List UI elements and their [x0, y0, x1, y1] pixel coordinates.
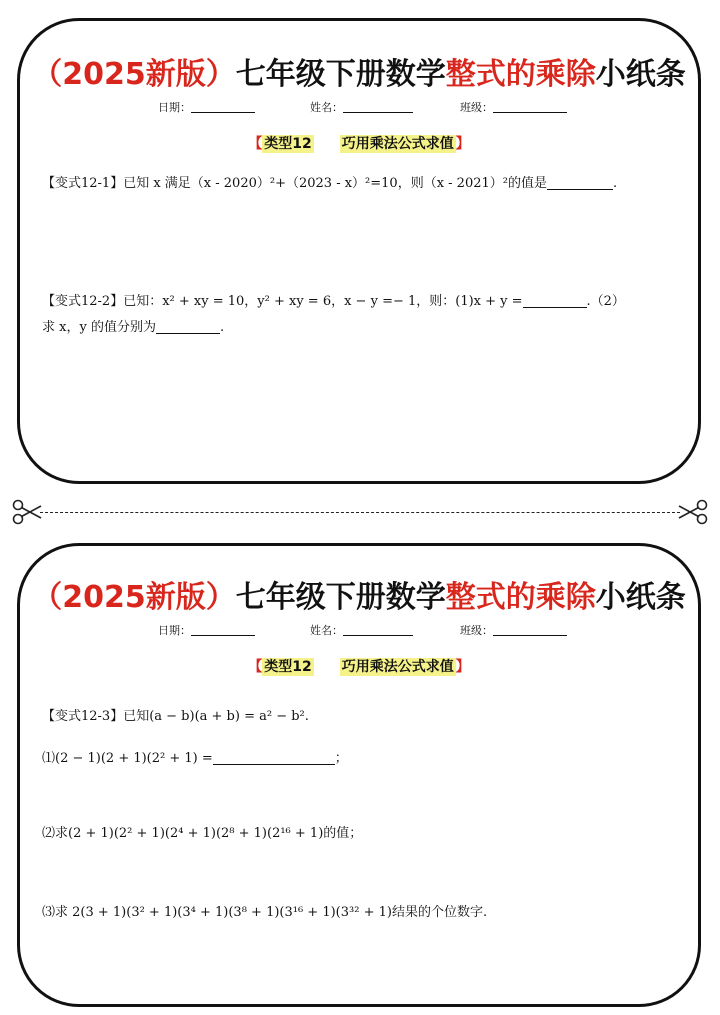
- type-title: 巧用乘法公式求值: [341, 136, 454, 152]
- type-bracket-close: 】: [455, 659, 470, 675]
- worksheet-card-top: [17, 18, 701, 484]
- question-tail: ；: [334, 751, 348, 766]
- type-number: 类型12: [264, 136, 312, 152]
- question-12-1: [42, 171, 617, 197]
- date-blank[interactable]: [191, 102, 255, 113]
- worksheet-card-bottom: [17, 543, 701, 1007]
- class-blank[interactable]: [493, 625, 567, 636]
- date-label: 日期：: [158, 101, 191, 114]
- type-title: 巧用乘法公式求值: [341, 659, 454, 675]
- type-bracket-open: 【: [248, 659, 263, 675]
- title-topic: 整式的乘除: [445, 57, 596, 92]
- name-blank[interactable]: [343, 102, 413, 113]
- title-grade: 七年级下册数学: [235, 57, 446, 92]
- cut-line-divider: [40, 512, 680, 513]
- name-label: 姓名：: [310, 101, 343, 114]
- question-text: 【变式12-1】已知 x 满足（x - 2020）²+（2023 - x）²=10，则（x - 2021）²的值是: [42, 176, 547, 191]
- title-topic: 整式的乘除: [445, 580, 596, 615]
- class-field: [460, 622, 567, 638]
- question-text: 【变式12-2】已知：x² + xy = 10，y² + xy = 6，x − y =− 1，则：(1)x + y =: [42, 294, 523, 309]
- date-field: [158, 99, 255, 115]
- worksheet-title: [20, 49, 698, 93]
- question-12-3-intro: [42, 704, 309, 730]
- class-label: 班级：: [460, 624, 493, 637]
- title-edition: （2025新版）: [32, 580, 236, 615]
- date-label: 日期：: [158, 624, 191, 637]
- class-blank[interactable]: [493, 102, 567, 113]
- worksheet-title: [20, 572, 698, 616]
- question-12-3-part3: [42, 900, 487, 926]
- question-tail: .: [219, 320, 225, 335]
- answer-blank[interactable]: [156, 319, 220, 334]
- name-field: [310, 622, 413, 638]
- scissors-icon: [12, 497, 42, 527]
- date-blank[interactable]: [191, 625, 255, 636]
- title-suffix: 小纸条: [595, 580, 686, 615]
- scissors-icon: [678, 497, 708, 527]
- type-number: 类型12: [264, 659, 312, 675]
- answer-blank[interactable]: [547, 175, 613, 190]
- answer-blank[interactable]: [213, 750, 335, 765]
- type-bracket-close: 】: [455, 136, 470, 152]
- answer-blank[interactable]: [523, 293, 587, 308]
- question-tail: .（2）: [586, 294, 625, 309]
- question-12-3-part1: [42, 746, 348, 772]
- question-text: ⑴(2 − 1)(2 + 1)(2² + 1) =: [42, 751, 213, 766]
- question-12-3-part2: [42, 821, 362, 847]
- question-text: ⑵求(2 + 1)(2² + 1)(2⁴ + 1)(2⁸ + 1)(2¹⁶ + 1)的值；: [42, 826, 363, 841]
- question-text-continued: 求 x，y 的值分别为: [42, 320, 156, 335]
- class-label: 班级：: [460, 101, 493, 114]
- name-blank[interactable]: [343, 625, 413, 636]
- type-bracket-open: 【: [248, 136, 263, 152]
- title-grade: 七年级下册数学: [235, 580, 446, 615]
- question-type-tag: [20, 133, 698, 153]
- date-field: [158, 622, 255, 638]
- question-text: ⑶求 2(3 + 1)(3² + 1)(3⁴ + 1)(3⁸ + 1)(3¹⁶ + 1)(3³² + 1)结果的个位数字.: [42, 905, 488, 920]
- class-field: [460, 99, 567, 115]
- question-tail: .: [612, 176, 618, 191]
- name-field: [310, 99, 413, 115]
- name-label: 姓名：: [310, 624, 343, 637]
- question-type-tag: [20, 656, 698, 676]
- title-suffix: 小纸条: [595, 57, 686, 92]
- question-text: 【变式12-3】已知(a − b)(a + b) = a² − b².: [42, 709, 309, 724]
- title-edition: （2025新版）: [32, 57, 236, 92]
- question-12-2: [42, 289, 625, 341]
